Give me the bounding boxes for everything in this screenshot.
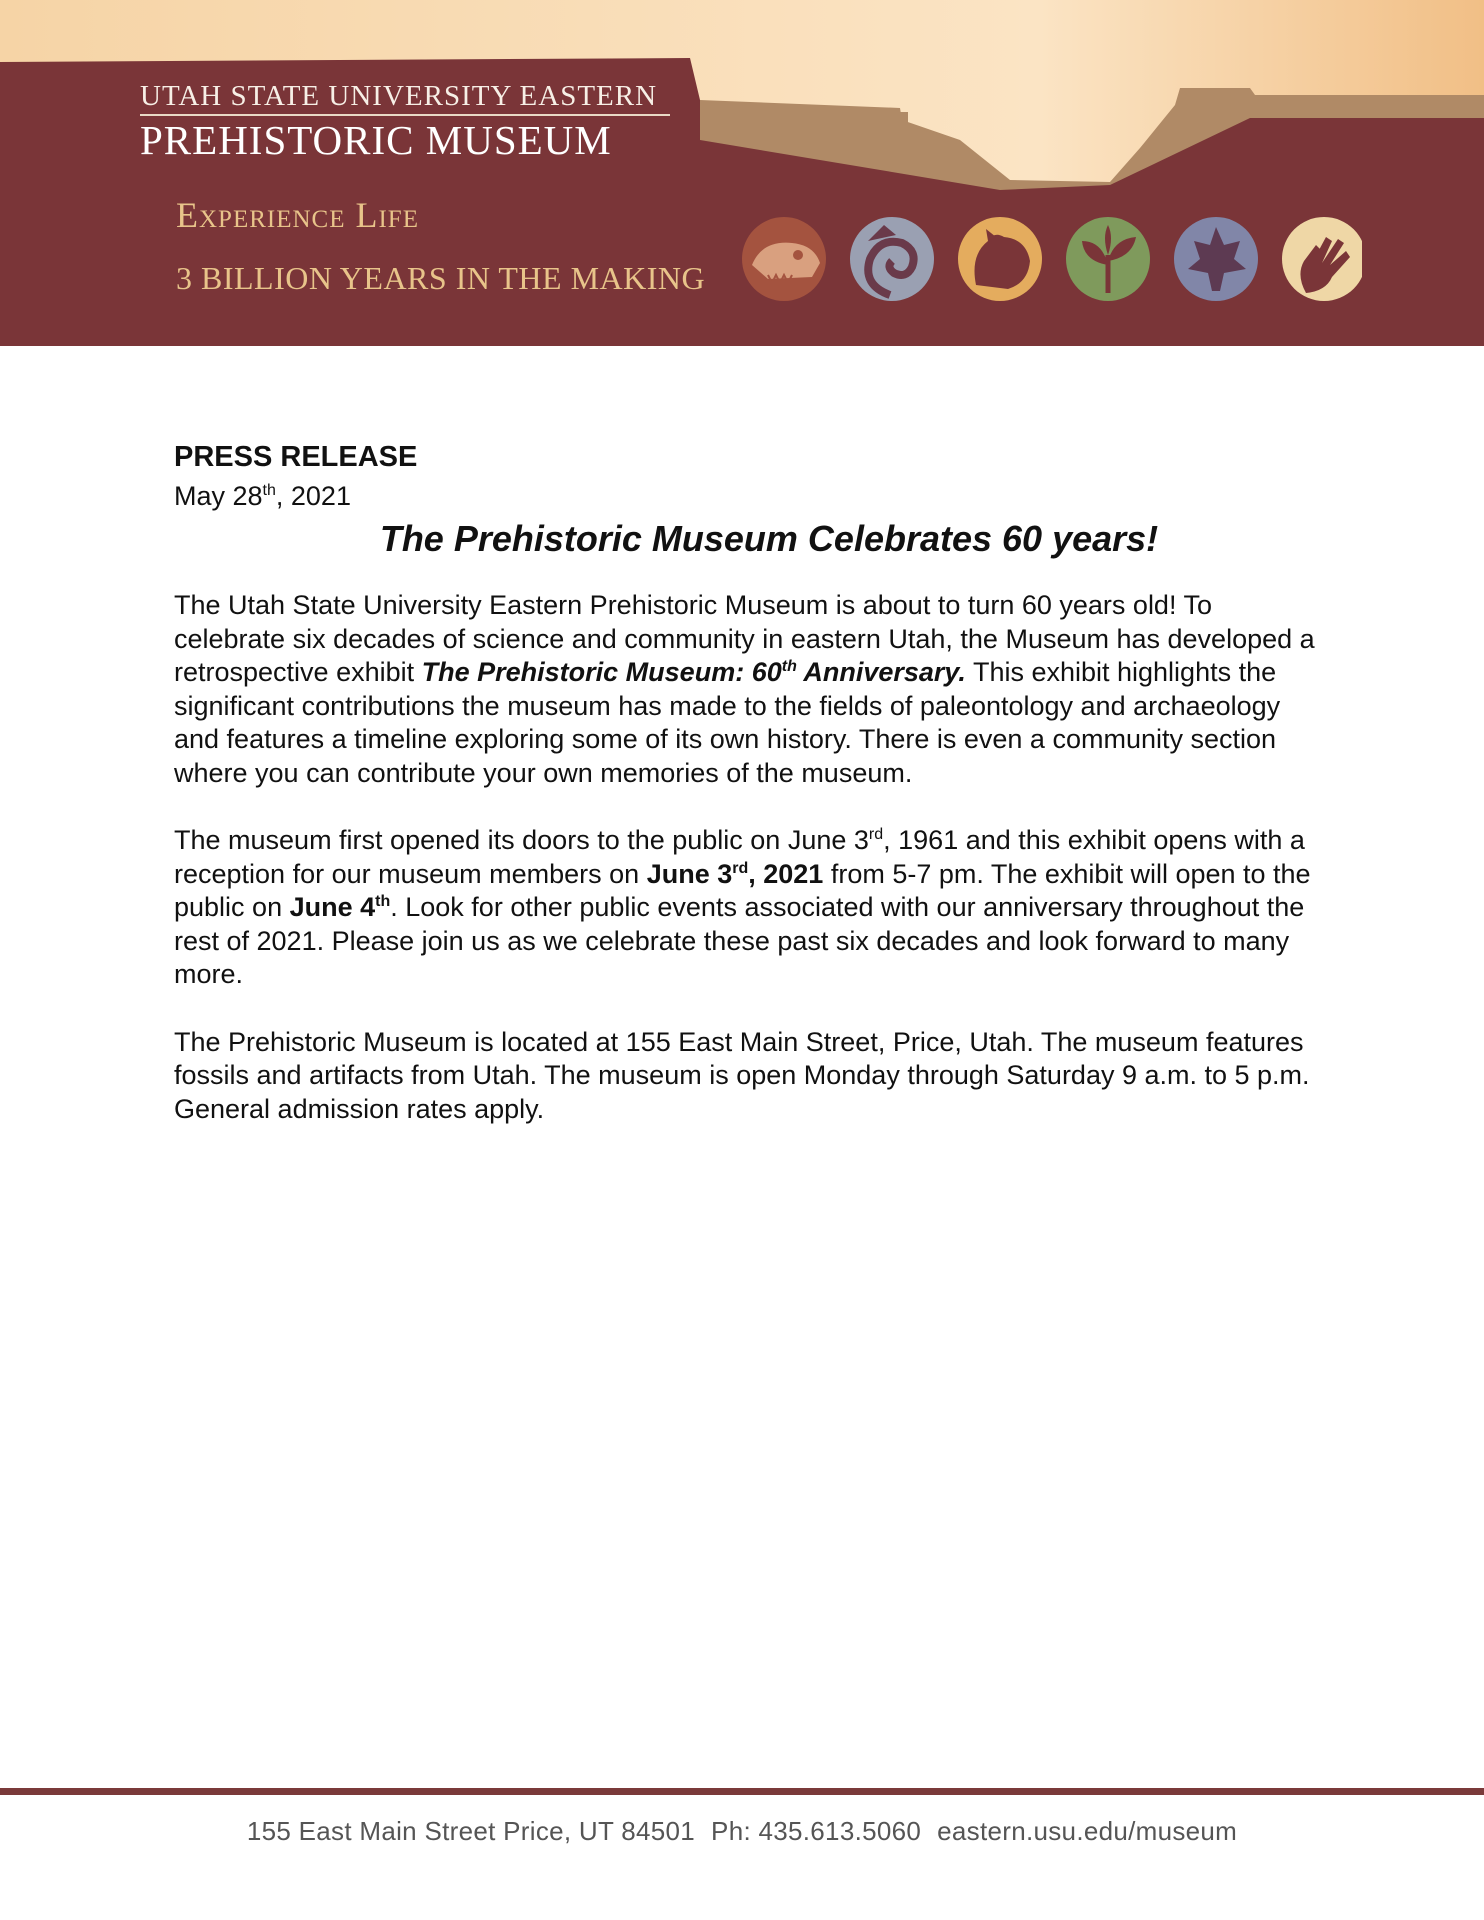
letterhead-banner <box>0 0 1484 346</box>
p2-text-c: from 5-7 pm. The exhibit will open to the public on <box>174 858 1311 922</box>
institution-name-top: UTAH STATE UNIVERSITY EASTERN <box>140 80 658 112</box>
date-text: May 28 <box>174 481 263 511</box>
footer-contact <box>0 1816 1484 1847</box>
date-year: , 2021 <box>275 481 351 511</box>
p2-suffix-1: rd <box>868 826 884 843</box>
p2-text-b: , 1961 and this exhibit opens with a reception for our museum members on <box>174 825 1305 889</box>
leaf-icon <box>1174 217 1258 301</box>
footer-divider <box>0 1788 1484 1795</box>
exhibit-title-suffix: th <box>781 658 797 675</box>
reception-date: June 3 <box>646 858 733 889</box>
p2-text-a: The museum first opened its doors to the public on June 3 <box>174 825 869 855</box>
exhibit-title: The Prehistoric Museum: 60 <box>421 657 782 687</box>
p1-text-b: This exhibit highlights the significant contributions the museum has made to the fields of paleontology and archaeology and features a timeline exploring some of its own history. There is even a community section where you can contribute your own memories of the museum. <box>174 657 1281 788</box>
icon-row <box>742 215 1362 315</box>
plant-icon <box>1066 217 1150 301</box>
public-open-date-suffix: th <box>375 893 391 910</box>
paragraph-2 <box>174 824 1324 992</box>
handprint-icon <box>1282 217 1362 301</box>
press-release-label: PRESS RELEASE <box>174 441 418 473</box>
headline: The Prehistoric Museum Celebrates 60 years! <box>379 518 1159 559</box>
release-date <box>174 474 1324 513</box>
press-release-body <box>174 441 1324 1126</box>
dinosaur-skull-icon <box>742 217 826 301</box>
reception-date-suffix: rd <box>732 859 749 877</box>
paragraph-3: The Prehistoric Museum is located at 155 East Main Street, Price, Utah. The museum features fossils and artifacts from Utah. The museum is open Monday through Saturday 9 a.m. to 5 p.m. General admission rates apply. <box>174 1026 1310 1124</box>
footer-website: eastern.usu.edu/museum <box>937 1816 1238 1846</box>
mammal-icon <box>958 217 1042 301</box>
tagline-line1: Experience Life <box>176 195 419 235</box>
public-open-date: June 4 <box>289 892 376 922</box>
p2-text-d: . Look for other public events associated with our anniversary throughout the rest of 2021. Please join us as we celebrate these past six decades and look forward to many more. <box>174 892 1305 989</box>
footer-address: 155 East Main Street Price, UT 84501 <box>246 1816 696 1846</box>
ammonite-icon <box>850 217 934 301</box>
reception-year: , 2021 <box>748 858 824 889</box>
institution-name-main: PREHISTORIC MUSEUM <box>140 117 612 163</box>
exhibit-title-end: Anniversary. <box>796 657 966 687</box>
paragraph-1 <box>174 589 1324 790</box>
tagline-line2: 3 BILLION YEARS IN THE MAKING <box>176 260 706 296</box>
footer-phone: Ph: 435.613.5060 <box>711 1816 922 1846</box>
date-suffix: th <box>262 482 276 499</box>
p1-text-a: The Utah State University Eastern Prehistoric Museum is about to turn 60 years old! To celebrate six decades of science and community in eastern Utah, the Museum has developed a retrospective exhibit <box>174 590 1315 687</box>
